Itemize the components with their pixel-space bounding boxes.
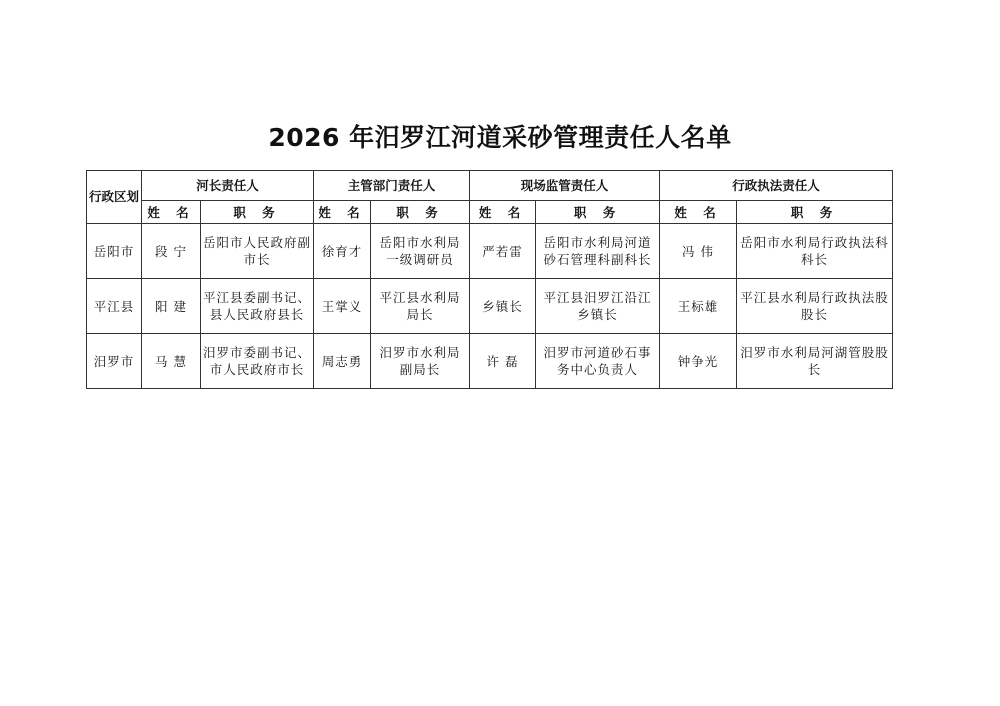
- person-title: 平江县委副书记、县人民政府县长: [201, 279, 314, 334]
- person-name: 阳 建: [142, 279, 201, 334]
- subheader-title: 职 务: [371, 201, 470, 224]
- group-header-department: 主管部门责任人: [314, 171, 470, 201]
- subheader-name: 姓 名: [142, 201, 201, 224]
- subheader-title: 职 务: [536, 201, 660, 224]
- group-header-river-chief: 河长责任人: [142, 171, 314, 201]
- table-header-row: [87, 171, 893, 201]
- page-title: 2026 年汨罗江河道采砂管理责任人名单: [268, 123, 732, 152]
- person-name: 王标雄: [660, 279, 737, 334]
- region-cell: 平江县: [87, 279, 142, 334]
- person-title: 汨罗市水利局副局长: [371, 334, 470, 389]
- region-cell: 岳阳市: [87, 224, 142, 279]
- person-title: 岳阳市人民政府副市长: [201, 224, 314, 279]
- group-header-law-enforcement: 行政执法责任人: [660, 171, 893, 201]
- table-row: [87, 334, 893, 389]
- person-name: 钟争光: [660, 334, 737, 389]
- person-title: 汨罗市水利局河湖管股股长: [737, 334, 893, 389]
- person-name: 许 磊: [470, 334, 536, 389]
- person-title: 平江县汨罗江沿江乡镇长: [536, 279, 660, 334]
- person-name: 马 慧: [142, 334, 201, 389]
- subheader-title: 职 务: [737, 201, 893, 224]
- subheader-name: 姓 名: [660, 201, 737, 224]
- person-name: 冯 伟: [660, 224, 737, 279]
- region-cell: 汨罗市: [87, 334, 142, 389]
- person-name: 王掌义: [314, 279, 371, 334]
- person-name: 严若雷: [470, 224, 536, 279]
- region-header: 行政区划: [87, 171, 142, 224]
- person-name: 周志勇: [314, 334, 371, 389]
- person-title: 平江县水利局局长: [371, 279, 470, 334]
- person-name: 徐育才: [314, 224, 371, 279]
- person-title: 岳阳市水利局行政执法科科长: [737, 224, 893, 279]
- subheader-name: 姓 名: [470, 201, 536, 224]
- subheader-title: 职 务: [201, 201, 314, 224]
- table-row: [87, 279, 893, 334]
- person-title: 岳阳市水利局一级调研员: [371, 224, 470, 279]
- person-title: 汨罗市河道砂石事务中心负责人: [536, 334, 660, 389]
- person-title: 岳阳市水利局河道砂石管理科副科长: [536, 224, 660, 279]
- person-title: 汨罗市委副书记、市人民政府市长: [201, 334, 314, 389]
- group-header-onsite-supervision: 现场监管责任人: [470, 171, 660, 201]
- table-row: [87, 224, 893, 279]
- subheader-name: 姓 名: [314, 201, 371, 224]
- person-name: 乡镇长: [470, 279, 536, 334]
- responsibility-table: [86, 170, 893, 389]
- person-name: 段 宁: [142, 224, 201, 279]
- table-subheader-row: [87, 201, 893, 224]
- person-title: 平江县水利局行政执法股股长: [737, 279, 893, 334]
